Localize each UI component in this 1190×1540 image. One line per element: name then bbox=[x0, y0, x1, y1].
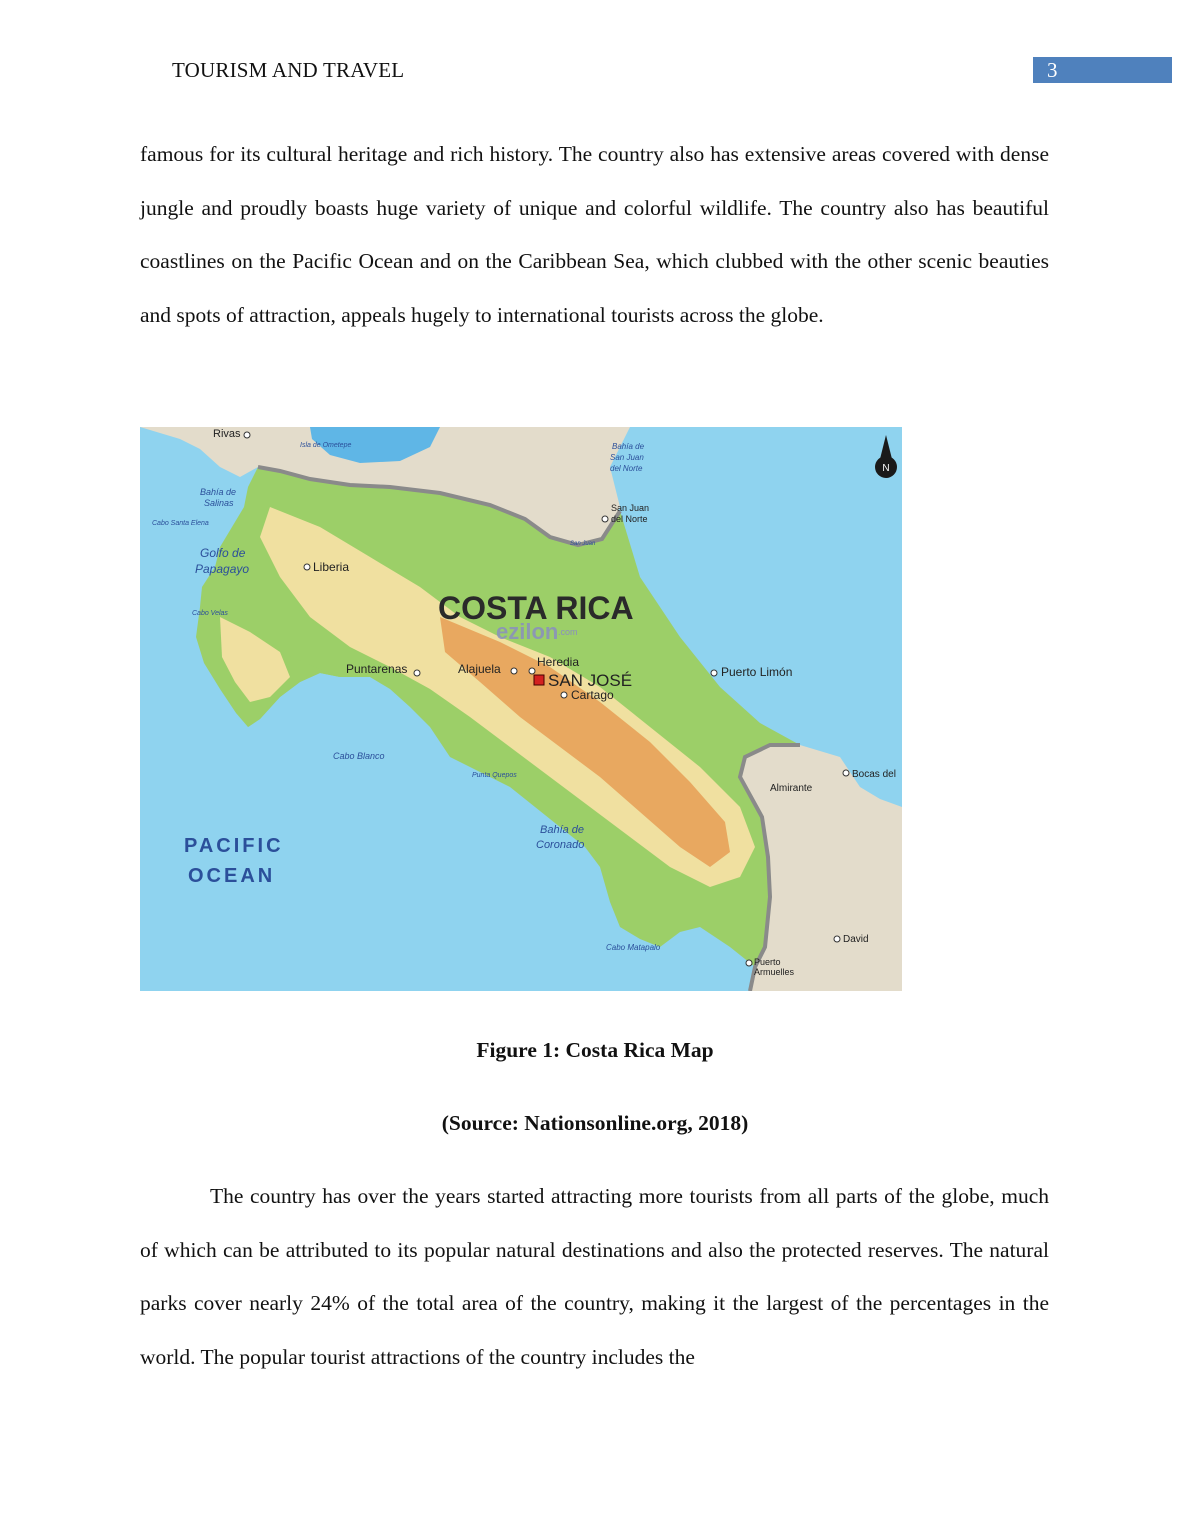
city-dot-puerto-limon bbox=[711, 670, 717, 676]
page-number-bar bbox=[1033, 57, 1172, 83]
watermark-suffix: .com bbox=[558, 627, 578, 637]
city-david: David bbox=[843, 934, 869, 945]
body-paragraph-2: The country has over the years started attracting more tourists from all parts of the globe, much of which can be attributed to its popular natural destinations and also the protected reserves. The natural parks cover nearly 24% of the total area of the country, making it the largest of the percentages in the world. The popular tourist attractions of the country includes the bbox=[140, 1184, 1049, 1369]
city-dot-heredia bbox=[529, 668, 535, 674]
city-armuelles-2: Armuelles bbox=[754, 967, 795, 977]
city-dot-liberia bbox=[304, 564, 310, 570]
label-bahia-coronado-1: Bahía de bbox=[540, 824, 585, 836]
capital-marker bbox=[534, 675, 544, 685]
figure-source: (Source: Nationsonline.org, 2018) bbox=[441, 1111, 749, 1135]
city-heredia: Heredia bbox=[537, 655, 580, 669]
city-dot-rivas bbox=[244, 432, 250, 438]
label-golfo-1: Golfo de bbox=[200, 546, 246, 560]
label-punta-quepos: Punta Quepos bbox=[472, 772, 517, 779]
label-golfo-2: Papagayo bbox=[195, 562, 250, 576]
city-alajuela: Alajuela bbox=[458, 662, 501, 676]
label-bahia-salinas-2: Salinas bbox=[204, 498, 234, 508]
ocean-label-1: PACIFIC bbox=[184, 835, 284, 857]
page-number: 3 bbox=[1047, 58, 1058, 82]
city-dot-puerto-armuelles bbox=[746, 960, 752, 966]
watermark-label: ezilon bbox=[496, 619, 559, 644]
city-san-juan-1: San Juan bbox=[611, 503, 650, 513]
label-cabo-matapalo: Cabo Matapalo bbox=[606, 943, 661, 952]
city-armuelles-1: Puerto bbox=[754, 957, 781, 967]
city-dot-bocas bbox=[843, 770, 849, 776]
city-dot-cartago bbox=[561, 692, 567, 698]
body-paragraph-1: famous for its cultural heritage and rich history. The country also has extensive areas covered with dense jungle and proudly boasts huge variety of unique and colorful wildlife. The country also has beautiful coastlines on the Pacific Ocean and on the Caribbean Sea, which clubbed with the other scenic beauties and spots of attraction, appeals hugely to international tourists across the globe. bbox=[140, 142, 1049, 327]
city-puntarenas: Puntarenas bbox=[346, 662, 408, 676]
city-liberia: Liberia bbox=[313, 560, 350, 574]
country-label: COSTA RICA bbox=[438, 590, 634, 626]
city-bocas: Bocas del bbox=[852, 769, 896, 780]
label-bahia-coronado-2: Coronado bbox=[536, 839, 585, 851]
figure-caption: Figure 1: Costa Rica Map bbox=[476, 1038, 714, 1062]
city-rivas: Rivas bbox=[213, 428, 241, 440]
label-bahia-salinas-1: Bahía de bbox=[200, 487, 237, 497]
city-dot-puntarenas bbox=[414, 670, 420, 676]
city-cartago: Cartago bbox=[571, 688, 614, 702]
label-rio-san-juan: San Juan bbox=[570, 541, 596, 547]
compass-n-label: N bbox=[882, 463, 890, 474]
city-san-juan-2: del Norte bbox=[611, 514, 648, 524]
header-title: TOURISM AND TRAVEL bbox=[172, 58, 405, 82]
city-dot-san-juan bbox=[602, 516, 608, 522]
city-dot-alajuela bbox=[511, 668, 517, 674]
capital-label: SAN JOSÉ bbox=[548, 671, 633, 690]
city-almirante: Almirante bbox=[770, 783, 813, 794]
label-cabo-santa-elena: Cabo Santa Elena bbox=[152, 520, 209, 527]
city-puerto-limon: Puerto Limón bbox=[721, 665, 793, 679]
costa-rica-map bbox=[140, 427, 902, 991]
label-bahia-sj-1: Bahía de bbox=[612, 442, 645, 451]
label-bahia-sj-3: del Norte bbox=[610, 464, 643, 473]
label-cabo-blanco: Cabo Blanco bbox=[333, 751, 385, 761]
costa-rica-map-figure bbox=[140, 427, 902, 991]
label-cabo-velas: Cabo Velas bbox=[192, 610, 228, 617]
label-ometepe: Isla de Ometepe bbox=[300, 442, 352, 449]
ocean-label-2: OCEAN bbox=[188, 865, 276, 887]
city-dot-david bbox=[834, 936, 840, 942]
label-bahia-sj-2: San Juan bbox=[610, 453, 644, 462]
